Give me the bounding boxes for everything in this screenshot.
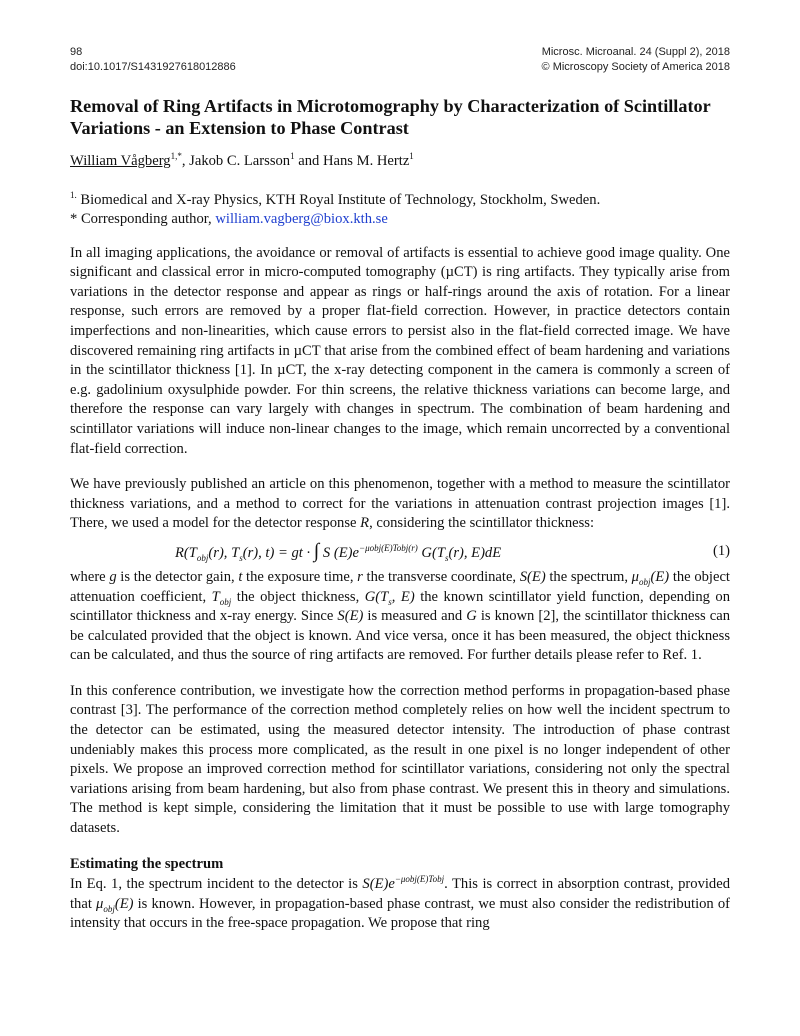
text-run: In this conference contribution, we investigate how the correction method performs in propagation-based phase contrast [3]. The performance of the correction method completely relies on how well the incident spectrum to the detector can be estimated, using the measured detector intensity. The introduction of phase contrast undeniably makes this process more complicated, as the result in one pixel is no longer independent of other pixels. We propose an improved correction method for scintillator variations, considering not only the spectral variations arising from beam hardening, but also from phase contrast. We present this in theory and simulations. The method is kept simple, considering the limitation that it must be possible to use with large tomography datasets. [70, 682, 730, 837]
author-sep: and [294, 153, 323, 169]
author-name: Jakob C. Larsson [189, 153, 291, 169]
math-sub: obj [219, 596, 232, 607]
eq-sub: s [444, 552, 449, 563]
math-sub: obj [103, 903, 115, 914]
paper-title: Removal of Ring Artifacts in Microtomography by Characterization of Scintillator Variations - an Extension to Phase Contrast [70, 96, 711, 138]
inline-math: G [466, 608, 477, 625]
author-affil: 1 [409, 151, 414, 162]
text-run: the transverse coordinate, [362, 568, 520, 585]
text-run: the object attenuation coefficient, [70, 568, 730, 605]
text-run: the spectrum, [545, 568, 632, 585]
text-run: the known scintillator yield function, depending on scintillator thickness and x-ray energy. Since [70, 588, 731, 625]
eq-sub: obj [196, 552, 209, 563]
affiliation-number: 1. [70, 189, 77, 200]
math-sub: s [388, 596, 392, 607]
paragraph [70, 875, 730, 934]
equation-body [175, 538, 501, 566]
inline-math: $\mu_{obj}(E)$ [96, 895, 134, 914]
affiliations [70, 191, 730, 230]
doi: doi:10.1017/S1431927618012886 [70, 61, 236, 73]
corresponding-label: * Corresponding author, [70, 211, 216, 228]
author-name: William Vågberg [70, 153, 171, 169]
eq-part: R(T [175, 544, 197, 561]
inline-math: $\mu_{obj}(E)$ [631, 568, 670, 587]
text-run: In all imaging applications, the avoidance or removal of artifacts is essential to achieve good image quality. One significant and classical error in micro-computed tomography (µCT) is ring artifacts. They typically arise from variations in the detector response and appear as rings or half-rings around the axis of rotation. For a linear response, such errors are removed by a proper flat-field correction. However, in practice detectors contain imperfections and non-linearities, which cause errors to persist also in the flat-field corrected image. We have discovered remaining ring artifacts in µCT that arise from the combined effect of beam hardening and variations in the scintillator thickness [1]. In µCT, the x-ray detecting component in the camera is commonly a screen of e.g. gadolinium oxysulphide powder. For thin screens, the relative thickness variations can become large, and therefore the response can vary largely with changes in spectrum. The combination of beam hardening and scintillator variations will induce non-linear changes to the image, which remain uncorrected by a conventional flat-field correction. [70, 244, 730, 457]
inline-math: r [357, 568, 363, 585]
paragraph [70, 682, 730, 839]
paragraph [70, 568, 730, 666]
page-body [70, 95, 730, 950]
page-header-left [70, 45, 236, 75]
author-affil: 1 [290, 151, 295, 162]
affiliation [70, 191, 730, 211]
eq-sup: −μobj(E)Tobj(r) [359, 543, 418, 554]
journal-citation: Microsc. Microanal. 24 (Suppl 2), 2018 [541, 46, 730, 58]
text-run: where [70, 568, 110, 585]
inline-math: t [238, 568, 243, 585]
author-list [70, 152, 730, 172]
eq-part: S (E)e [319, 544, 359, 561]
eq-part: G(T [417, 544, 445, 561]
inline-math: R [360, 515, 370, 532]
paragraph [70, 475, 730, 534]
page-header-right [542, 45, 730, 75]
section-heading: Estimating the spectrum [70, 855, 224, 872]
text-run: is the detector gain, [116, 568, 239, 585]
corresponding-author [70, 210, 730, 230]
equation-1 [70, 538, 730, 564]
author-name: Hans M. Hertz [322, 153, 410, 169]
inline-math: S(E) [519, 568, 546, 585]
text-run: is measured and [363, 608, 467, 625]
paragraph [70, 244, 730, 460]
page-number: 98 [70, 46, 83, 58]
inline-math: $G(T_s$, E) [364, 588, 415, 607]
affiliation-text: Biomedical and X-ray Physics, KTH Royal Institute of Technology, Stockholm, Sweden. [76, 191, 601, 208]
text-run: We have previously published an article on this phenomenon, together with a method to measure the scintillator thickness variations, and a method to correct for the variations in attenuation contrast projection images [1]. There, we used a model for the detector response [70, 476, 730, 532]
eq-part: (r), E)dE [448, 544, 502, 561]
text-run: is known [2], the scintillator thickness can be calculated provided that the object is known. And vice versa, once it has been measured, the object thickness can be calculated, and thus the source of ring artifacts are removed. For further details please refer to Ref. 1. [70, 608, 730, 664]
author-sep: , [181, 153, 190, 169]
inline-math: $T_{obj}$ [211, 588, 232, 607]
equation-number: (1) [712, 542, 730, 559]
integral-sign: ∫ [313, 539, 320, 562]
text-run: , considering the scintillator thickness: [369, 515, 595, 532]
author-affil: 1,* [170, 151, 182, 162]
eq-sub: s [239, 552, 243, 563]
eq-part: (r), t) = gt · [242, 544, 314, 561]
text-run: the exposure time, [242, 568, 358, 585]
inline-math: $S(E)e^{-\mu obj(E)Tobj}$ [362, 874, 445, 893]
math-sup: −μobj(E)Tobj [394, 874, 445, 885]
text-run: In Eq. 1, the spectrum incident to the detector is [70, 876, 363, 893]
inline-math: S(E) [337, 608, 364, 625]
text-run: the object thickness, [231, 588, 365, 605]
text-run: is known. However, in propagation-based phase contrast, we must also consider the redistribution of intensity that occurs in the free-space propagation. We propose that ring [70, 895, 730, 932]
copyright: © Microscopy Society of America 2018 [541, 61, 730, 73]
eq-part: (r), T [208, 544, 240, 561]
text-run: . This is correct in absorption contrast, provided that [70, 876, 731, 912]
email-link[interactable]: william.vagberg@biox.kth.se [215, 211, 388, 228]
inline-math: g [109, 568, 117, 585]
math-sub: obj [639, 576, 651, 587]
